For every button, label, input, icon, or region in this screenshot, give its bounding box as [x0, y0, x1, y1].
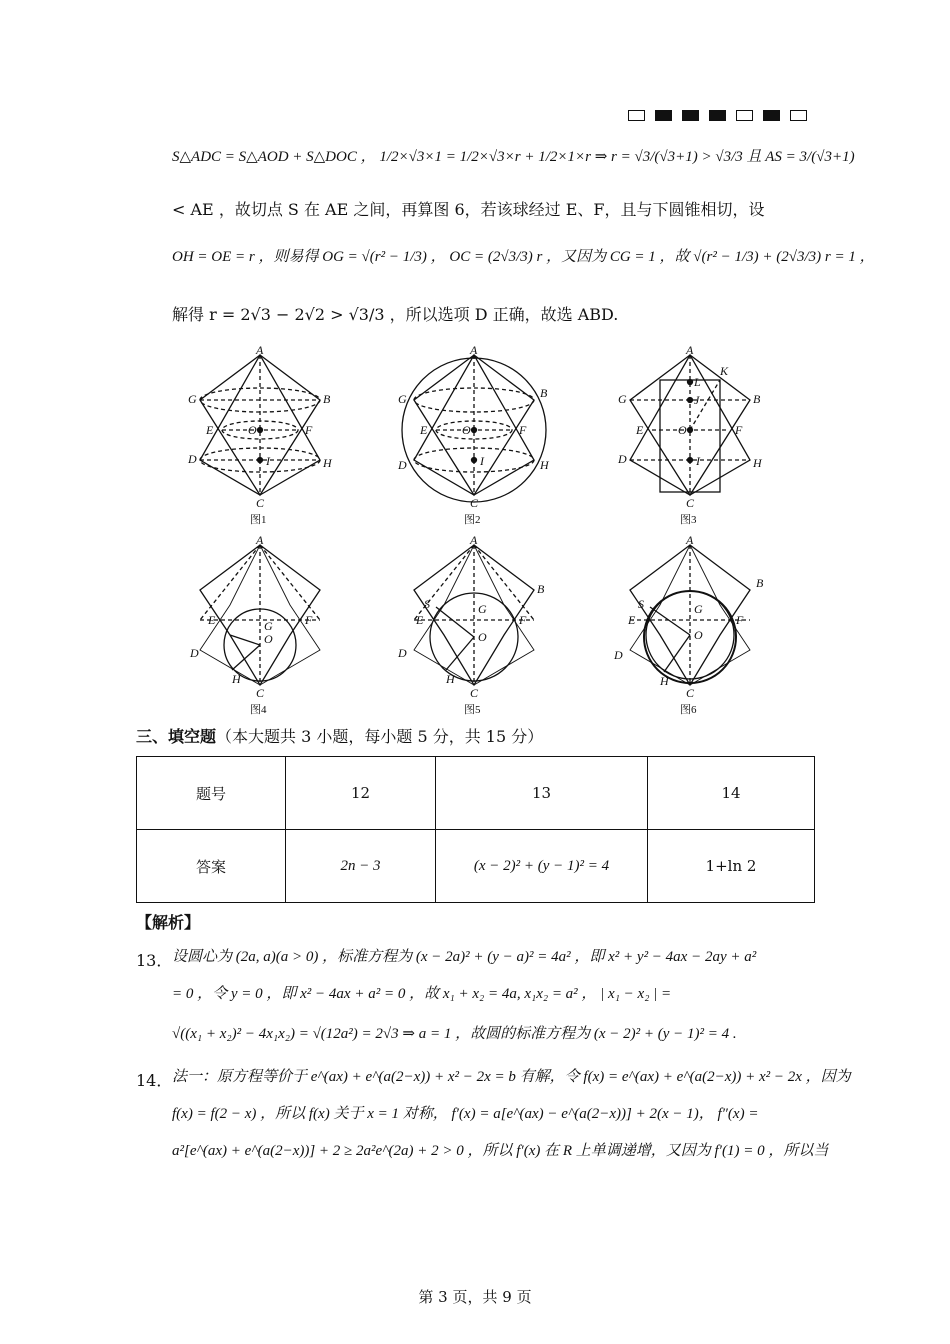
svg-text:D: D — [190, 646, 199, 660]
svg-text:D: D — [398, 646, 407, 660]
svg-text:A: A — [470, 345, 478, 357]
table-cell: (x − 2)² + (y − 1)² = 4 — [436, 830, 648, 903]
header-marks — [628, 110, 807, 121]
mark-filled-3 — [709, 110, 726, 121]
svg-text:G: G — [618, 392, 627, 406]
svg-text:A: A — [256, 533, 264, 547]
mark-empty-2 — [736, 110, 753, 121]
svg-text:O: O — [264, 632, 273, 646]
svg-text:H: H — [232, 672, 241, 686]
svg-text:C: C — [686, 496, 695, 510]
svg-text:A: A — [256, 345, 264, 357]
caption-fig1: 图1 — [250, 514, 267, 526]
section-title: 三、填空题 — [136, 727, 217, 746]
svg-text:D: D — [614, 648, 623, 662]
svg-text:O: O — [462, 423, 471, 437]
svg-text:F: F — [735, 423, 743, 437]
svg-text:S: S — [424, 597, 430, 611]
svg-text:G: G — [398, 392, 407, 406]
mark-empty-1 — [628, 110, 645, 121]
svg-text:E: E — [628, 613, 636, 627]
section-heading — [136, 724, 543, 747]
svg-text:A: A — [686, 345, 694, 357]
q13-number: 13． — [136, 951, 173, 970]
svg-text:G: G — [188, 392, 197, 406]
svg-text:J: J — [694, 393, 700, 407]
mark-filled-4 — [763, 110, 780, 121]
figure-6 — [613, 533, 764, 716]
svg-text:H: H — [323, 456, 332, 470]
svg-text:H: H — [753, 456, 762, 470]
figure-5 — [397, 533, 545, 716]
figure-2 — [397, 345, 550, 526]
mark-filled-2 — [682, 110, 699, 121]
svg-text:F: F — [736, 613, 744, 627]
table-cell: 12 — [286, 757, 436, 830]
solution-line-4: 解得 r = 2√3 − 2√2 > √3/3 ，所以选项 D 正确，故选 ABD. — [172, 305, 619, 324]
svg-text:C: C — [256, 496, 265, 510]
svg-text:C: C — [256, 686, 265, 700]
svg-text:K: K — [720, 364, 729, 378]
svg-text:F: F — [519, 423, 527, 437]
table-cell: 1+ln 2 — [648, 830, 815, 903]
figure-4 — [189, 533, 320, 716]
svg-text:O: O — [694, 628, 703, 642]
section-note: （本大题共 3 小题，每小题 5 分，共 15 分） — [216, 727, 544, 746]
svg-text:G: G — [478, 602, 487, 616]
q13-line-2: = 0 ，令 y = 0 ，即 x² − 4ax + a² = 0 ，故 x₁ + x₂ = 4a, x₁x₂ = a² ， | x₁ − x₂ | = — [172, 986, 672, 1002]
svg-text:D: D — [398, 458, 407, 472]
mark-filled-1 — [655, 110, 672, 121]
svg-text:O: O — [478, 630, 487, 644]
table-cell: 14 — [648, 757, 815, 830]
table-cell: 2n − 3 — [286, 830, 436, 903]
svg-text:D: D — [188, 452, 197, 466]
svg-text:I: I — [696, 454, 700, 468]
q14-line-3: a²[e^(ax) + e^(a(2−x))] + 2 ≥ 2a²e^(2a) + 2 > 0 ，所以 f′(x) 在 R 上单调递增，又因为 f′(1) = 0 ，所以当 — [172, 1143, 829, 1159]
svg-text:A: A — [686, 533, 694, 547]
table-cell: 答案 — [137, 830, 286, 903]
svg-text:B: B — [323, 392, 331, 406]
svg-text:B: B — [540, 386, 548, 400]
svg-text:B: B — [753, 392, 761, 406]
geometry-figures — [180, 345, 780, 720]
svg-text:F: F — [305, 613, 313, 627]
svg-text:F: F — [519, 613, 527, 627]
table-cell: 题号 — [137, 757, 286, 830]
svg-text:D: D — [618, 452, 627, 466]
svg-text:B: B — [537, 582, 545, 596]
svg-text:H: H — [660, 674, 669, 688]
svg-text:H: H — [446, 672, 455, 686]
svg-text:E: E — [206, 423, 214, 437]
svg-text:I: I — [480, 454, 484, 468]
q13-line-3: √((x₁ + x₂)² − 4x₁x₂) = √(12a²) = 2√3 ⇒ a = 1 ，故圆的标准方程为 (x − 2)² + (y − 1)² = 4 . — [172, 1026, 737, 1042]
figure-1 — [187, 345, 333, 526]
table-row — [137, 830, 815, 903]
svg-text:B: B — [756, 576, 764, 590]
svg-text:F: F — [305, 423, 313, 437]
svg-text:E: E — [208, 613, 216, 627]
solution-line-1: S△ADC = S△AOD + S△DOC ， 1/2×√3×1 = 1/2×√3×r + 1/2×1×r ⇒ r = √3/(√3+1) > √3/3 且 AS = 3/(√3+1) — [172, 149, 855, 165]
q14-line-2: f(x) = f(2 − x) ，所以 f(x) 关于 x = 1 对称， f′(x) = a[e^(ax) − e^(a(2−x))] + 2(x − 1)， f″(x) = — [172, 1106, 759, 1122]
page-footer: 第 3 页，共 9 页 — [418, 1288, 532, 1306]
caption-fig2: 图2 — [464, 514, 481, 526]
svg-text:S: S — [638, 597, 644, 611]
svg-text:E: E — [636, 423, 644, 437]
analysis-title: 【解析】 — [136, 913, 201, 932]
caption-fig5: 图5 — [464, 704, 481, 716]
svg-text:O: O — [248, 423, 257, 437]
svg-text:H: H — [540, 458, 549, 472]
svg-text:O: O — [678, 423, 687, 437]
caption-fig3: 图3 — [680, 514, 697, 526]
q14-line-1: 法一：原方程等价于 e^(ax) + e^(a(2−x)) + x² − 2x = b 有解，令 f(x) = e^(ax) + e^(a(2−x)) + x² − 2x ，因为 — [172, 1069, 851, 1085]
svg-text:C: C — [686, 686, 695, 700]
caption-fig4: 图4 — [250, 704, 267, 716]
svg-text:E: E — [420, 423, 428, 437]
svg-text:C: C — [470, 496, 479, 510]
mark-empty-3 — [790, 110, 807, 121]
caption-fig6: 图6 — [680, 704, 697, 716]
svg-text:I: I — [266, 454, 270, 468]
svg-text:C: C — [470, 686, 479, 700]
svg-text:A: A — [470, 533, 478, 547]
svg-text:E: E — [416, 613, 424, 627]
svg-text:G: G — [694, 602, 703, 616]
figure-3 — [617, 345, 763, 526]
solution-line-2: < AE ，故切点 S 在 AE 之间，再算图 6，若该球经过 E、F，且与下圆锥相切，设 — [172, 200, 765, 219]
svg-text:L: L — [694, 375, 701, 389]
solution-line-3: OH = OE = r ，则易得 OG = √(r² − 1/3) ， OC = (2√3/3) r ，又因为 CG = 1 ，故 √(r² − 1/3) + (2√3/3) r = 1 ， — [172, 249, 875, 265]
q13-line-1: 设圆心为 (2a, a)(a > 0) ，标准方程为 (x − 2a)² + (y − a)² = 4a² ，即 x² + y² − 4ax − 2ay + a² — [172, 949, 757, 965]
table-cell: 13 — [436, 757, 648, 830]
answer-table — [136, 756, 815, 903]
table-row — [137, 757, 815, 830]
svg-text:G: G — [264, 619, 273, 633]
q14-number: 14． — [136, 1071, 173, 1090]
